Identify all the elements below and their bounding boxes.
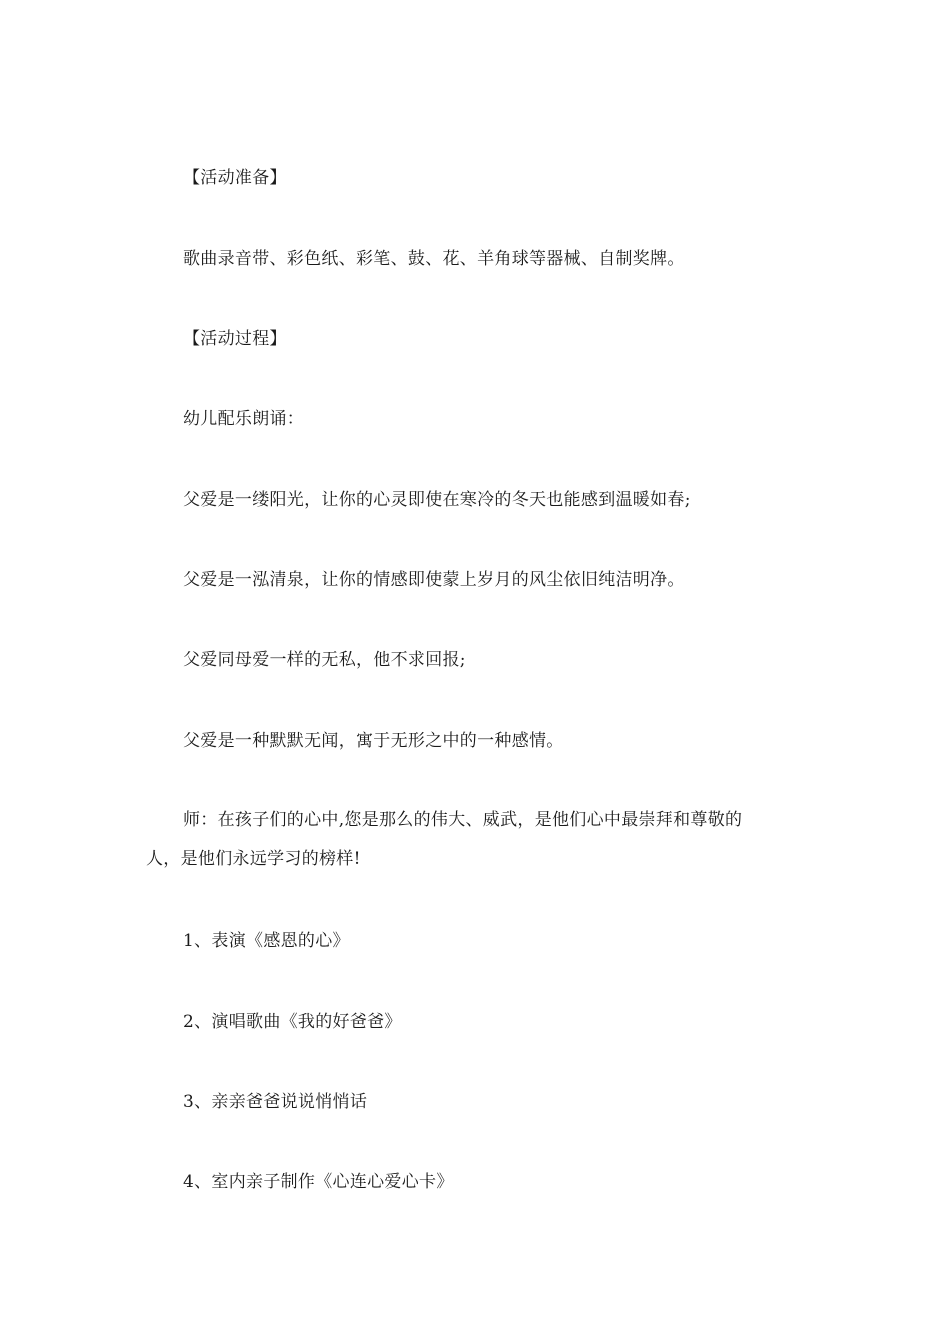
teacher-speech-line-2: 人，是他们永远学习的榜样! [146,849,361,869]
program-step-2: 2、演唱歌曲《我的好爸爸》 [183,1012,402,1032]
poem-line-3: 父爱同母爱一样的无私，他不求回报; [183,650,466,670]
poem-line-1: 父爱是一缕阳光，让你的心灵即使在寒冷的冬天也能感到温暖如春; [183,490,691,510]
preparation-materials-text: 歌曲录音带、彩色纸、彩笔、鼓、花、羊角球等器械、自制奖牌。 [183,249,685,269]
program-step-4: 4、室内亲子制作《心连心爱心卡》 [183,1172,454,1192]
program-step-1: 1、表演《感恩的心》 [183,931,350,951]
poem-line-2: 父爱是一泓清泉，让你的情感即使蒙上岁月的风尘依旧纯洁明净。 [183,570,685,590]
program-step-3: 3、亲亲爸爸说说悄悄话 [183,1092,368,1112]
poem-line-4: 父爱是一种默默无闻，寓于无形之中的一种感情。 [183,731,564,751]
heading-activity-preparation: 【活动准备】 [183,168,287,188]
teacher-speech-line-1: 师：在孩子们的心中,您是那么的伟大、威武，是他们心中最崇拜和尊敬的 [183,810,743,830]
heading-activity-process: 【活动过程】 [183,329,287,349]
recitation-intro: 幼儿配乐朗诵： [183,409,305,429]
